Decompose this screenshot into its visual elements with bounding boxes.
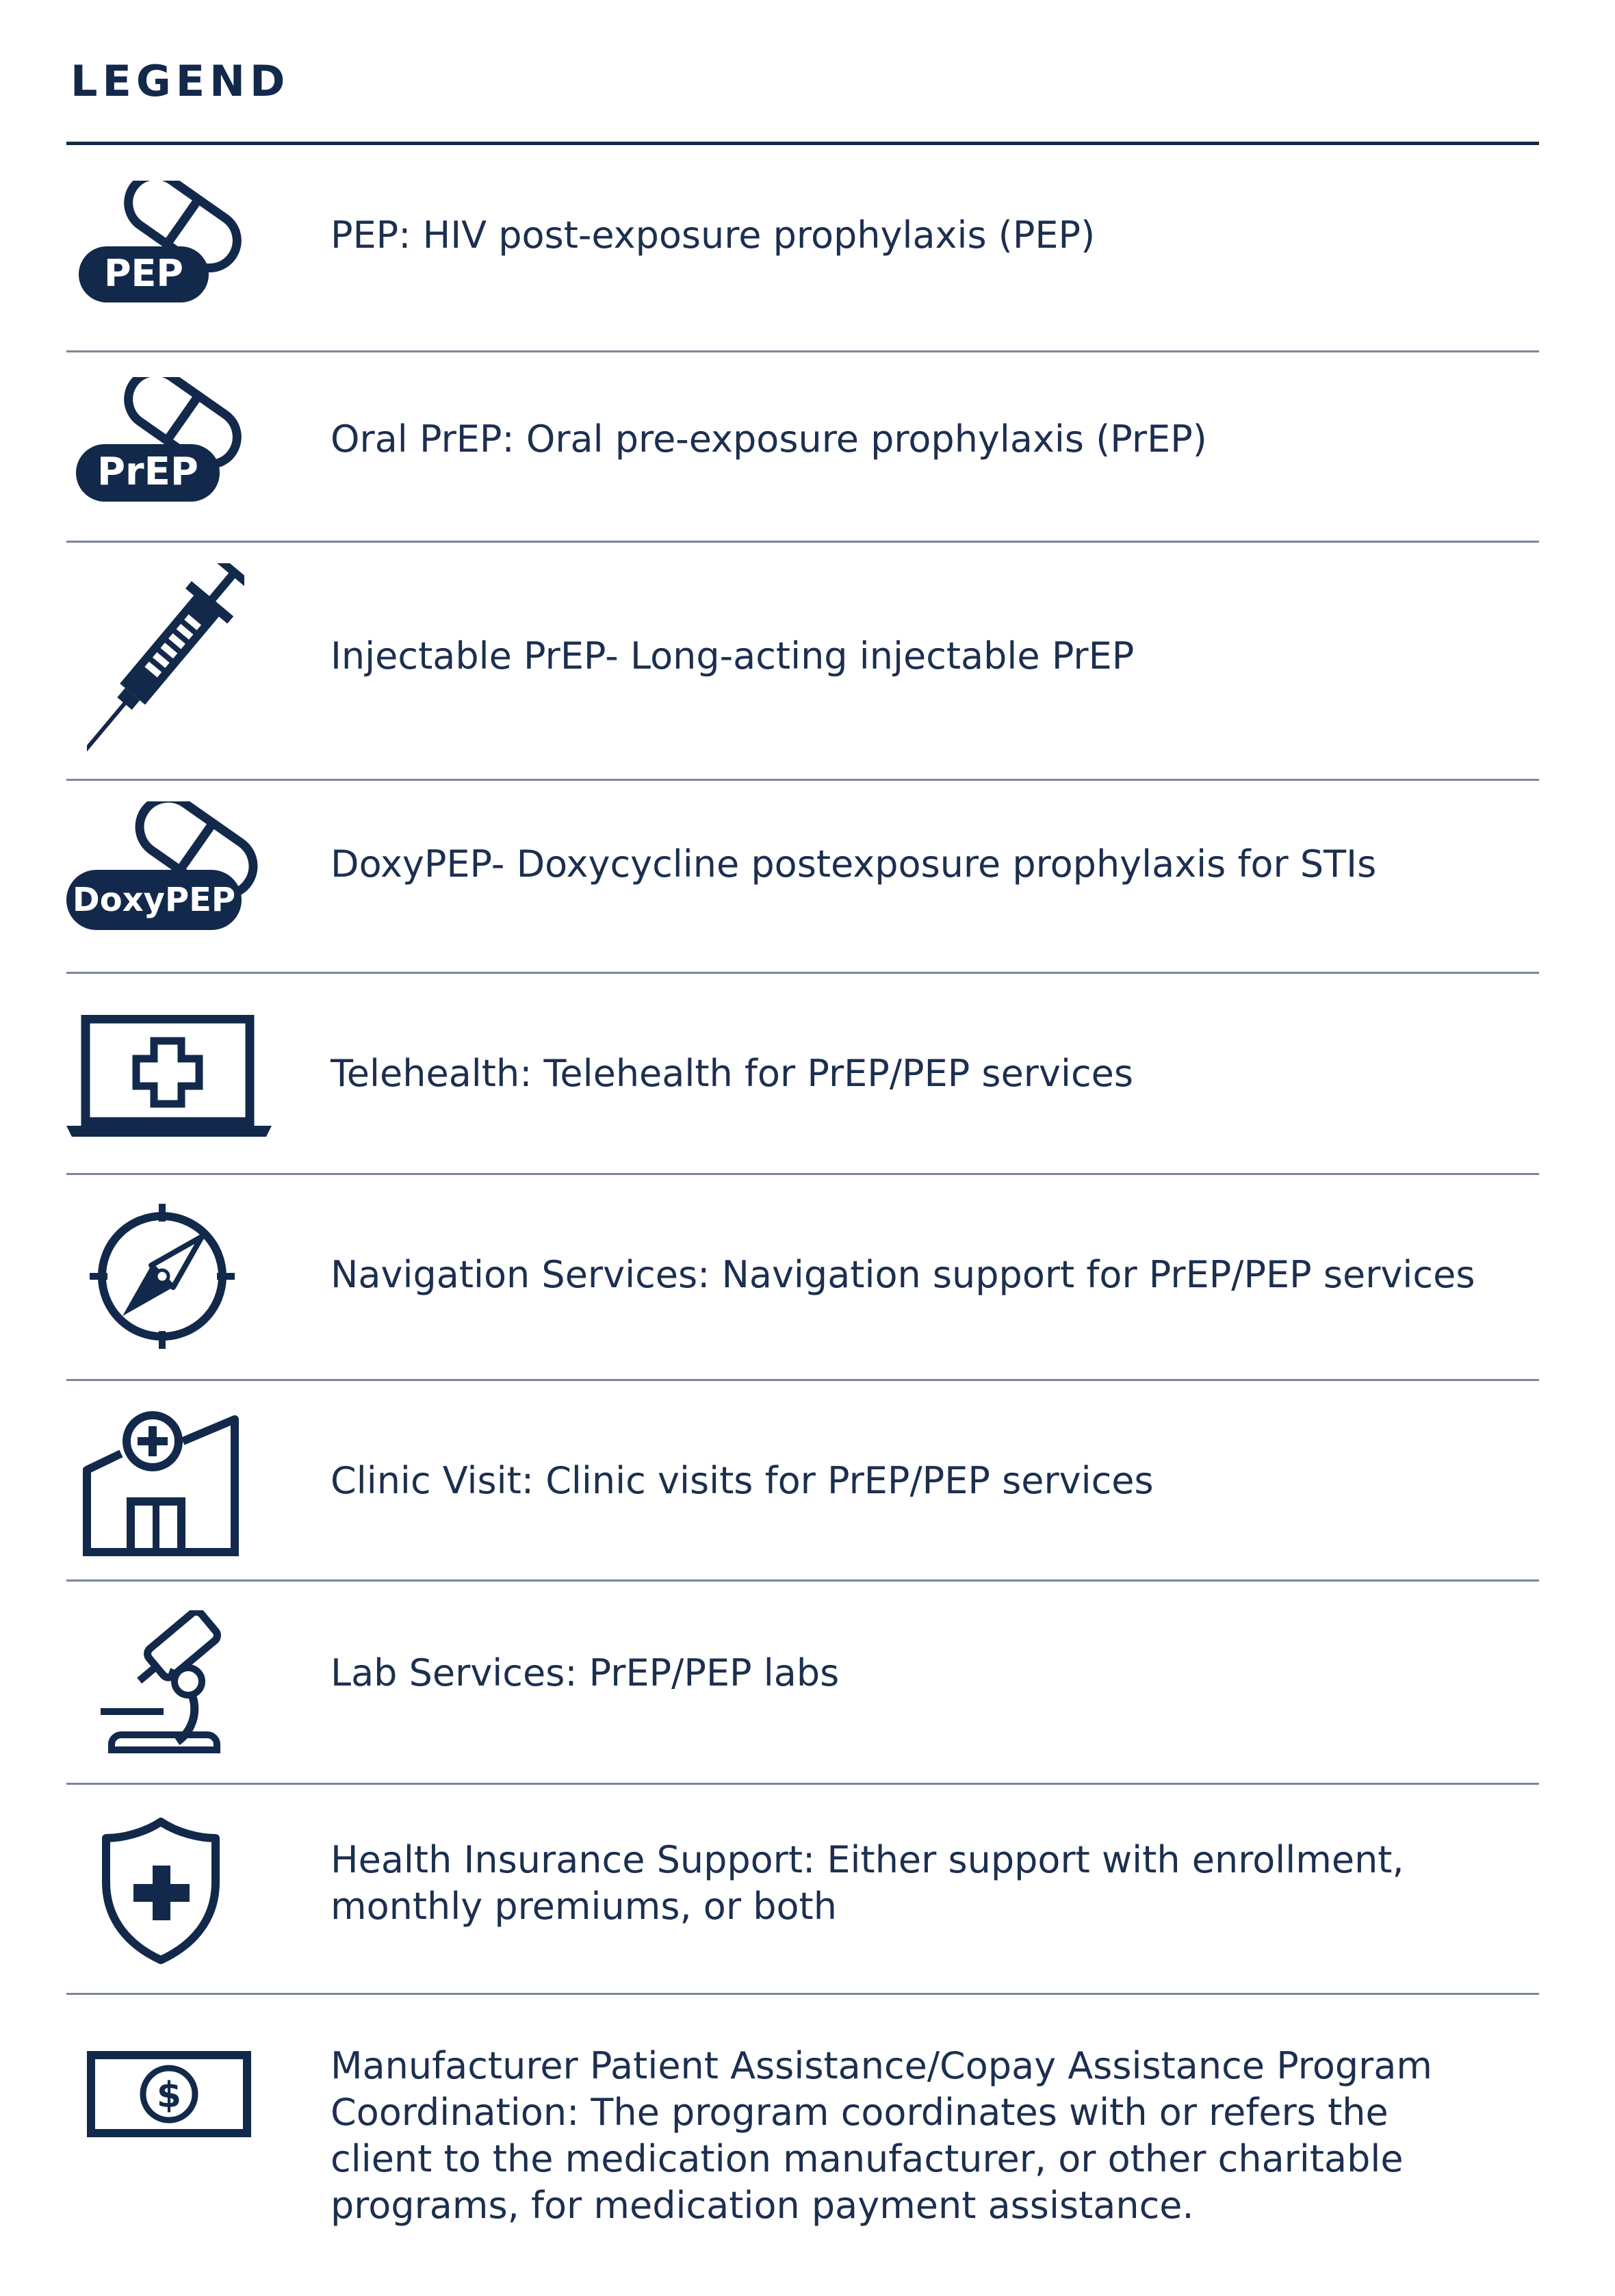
legend-item-label: Clinic Visit: Clinic visits for PrEP/PEP services (331, 1459, 1154, 1502)
legend-page (66, 0, 1539, 2296)
legend-item-health-insurance-support (66, 1785, 1539, 1994)
legend-item-label-line-2: monthly premiums, or both (331, 1885, 837, 1928)
legend-item-injectable-prep (66, 543, 1539, 780)
legend-item-pep (66, 145, 1539, 351)
legend-item-label-line-3: client to the medication manufacturer, or other charitable (331, 2137, 1404, 2180)
pep-badge-text: PEP (103, 252, 184, 295)
microscope-icon (98, 1610, 242, 1761)
legend-title: LEGEND (70, 56, 290, 106)
legend-item-label-line-4: programs, for medication payment assistance. (331, 2184, 1194, 2227)
prep-pill-icon (73, 377, 258, 514)
pep-pill-icon (73, 181, 251, 318)
compass-icon (87, 1201, 237, 1352)
legend-item-clinic-visit (66, 1381, 1539, 1581)
dollar-bill-icon (86, 2050, 257, 2145)
legend-item-label: PEP: HIV post-exposure prophylaxis (PEP) (331, 214, 1096, 257)
legend-item-navigation-services (66, 1175, 1539, 1380)
clinic-building-icon (80, 1402, 258, 1559)
legend-item-label: Lab Services: PrEP/PEP labs (331, 1651, 840, 1694)
legend-item-label-line-2: Coordination: The program coordinates with or refers the (331, 2091, 1388, 2134)
prep-badge-text: PrEP (97, 450, 198, 494)
doxypep-pill-icon (66, 801, 272, 938)
doxypep-badge-text: DoxyPEP (72, 881, 236, 919)
legend-item-telehealth (66, 974, 1539, 1174)
legend-item-label: Injectable PrEP- Long-acting injectable PrEP (331, 634, 1135, 678)
legend-item-label: Oral PrEP: Oral pre-exposure prophylaxis (PrEP) (331, 417, 1207, 461)
laptop-medical-icon (66, 1015, 279, 1138)
legend-item-label-line-1: Health Insurance Support: Either support with enrollment, (331, 1838, 1404, 1881)
legend-item-label: DoxyPEP- Doxycycline postexposure prophylaxis for STIs (331, 842, 1377, 886)
legend-item-label: Telehealth: Telehealth for PrEP/PEP services (331, 1052, 1133, 1095)
syringe-icon (87, 563, 244, 755)
svg-text:$: $ (156, 2075, 182, 2116)
legend-item-manufacturer-assistance (66, 1995, 1539, 2296)
legend-item-lab-services (66, 1582, 1539, 1784)
legend-item-label-line-1: Manufacturer Patient Assistance/Copay Assistance Program (331, 2044, 1433, 2087)
legend-item-doxypep (66, 781, 1539, 973)
shield-medical-icon (101, 1816, 231, 1967)
legend-item-oral-prep (66, 352, 1539, 542)
legend-item-label: Navigation Services: Navigation support for PrEP/PEP services (331, 1253, 1475, 1296)
